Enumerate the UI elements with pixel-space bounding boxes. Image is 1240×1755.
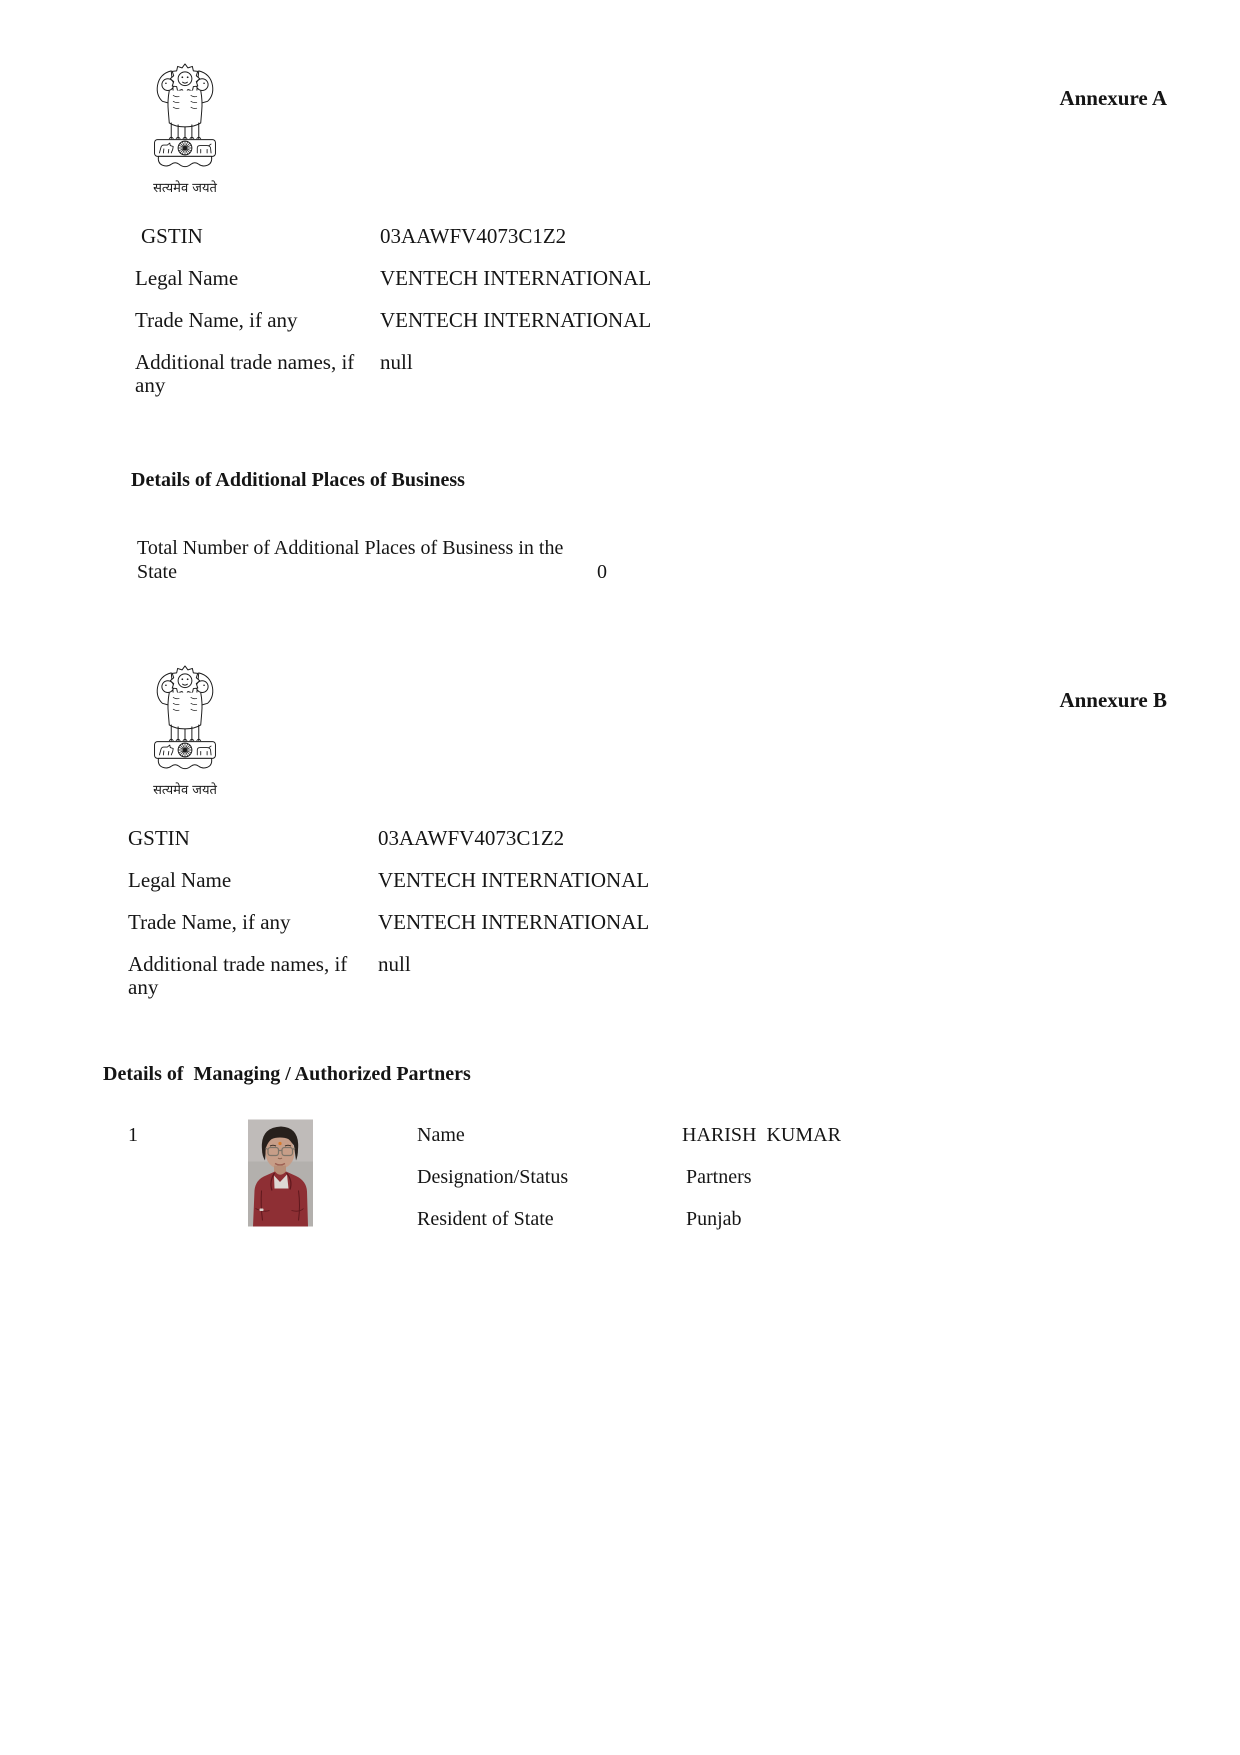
partner-field-label: Name xyxy=(417,1124,465,1146)
ashoka-lion-capital-icon xyxy=(145,62,225,176)
field-value: VENTECH INTERNATIONAL xyxy=(380,308,652,332)
field-row-trade-name xyxy=(128,911,649,934)
partner-portrait-image xyxy=(248,1119,313,1227)
field-row-additional-trade-names xyxy=(128,953,649,999)
field-label: Legal Name xyxy=(135,266,239,290)
partner-photo xyxy=(248,1119,313,1227)
field-value: null xyxy=(378,952,411,976)
partner-field-value: Partners xyxy=(686,1166,752,1188)
partner-field-label: Designation/Status xyxy=(417,1166,569,1188)
field-label: GSTIN xyxy=(141,224,203,248)
field-label: Trade Name, if any xyxy=(128,910,291,934)
field-row-legal-name xyxy=(128,869,649,892)
field-row-additional-trade-names xyxy=(135,351,651,397)
field-label: GSTIN xyxy=(128,826,190,850)
emblem-caption-b: सत्यमेव जयते xyxy=(153,783,217,798)
partner-row-resident-state xyxy=(417,1208,841,1231)
field-value: null xyxy=(380,350,413,374)
field-value: 03AAWFV4073C1Z2 xyxy=(378,826,565,850)
annexure-b-label: Annexure B xyxy=(1059,688,1167,712)
partner-field-value: HARISH KUMAR xyxy=(682,1124,841,1146)
annexure-a-label: Annexure A xyxy=(1059,86,1167,110)
field-value: VENTECH INTERNATIONAL xyxy=(378,868,650,892)
section-heading-partners: Details of Managing / Authorized Partners xyxy=(103,1063,471,1085)
total-places-row xyxy=(137,536,607,584)
field-row-gstin xyxy=(135,225,651,248)
total-places-label: Total Number of Additional Places of Business in the State xyxy=(137,537,564,583)
field-row-legal-name xyxy=(135,267,651,290)
partner-row-name xyxy=(417,1124,841,1147)
partner-serial-number: 1 xyxy=(128,1124,138,1146)
annexure-a-fields xyxy=(135,225,651,397)
annexure-b-fields xyxy=(128,827,649,999)
partner-field-label: Resident of State xyxy=(417,1208,554,1230)
partner-details xyxy=(417,1124,841,1231)
field-label: Trade Name, if any xyxy=(135,308,298,332)
national-emblem-b xyxy=(140,664,230,798)
field-label: Additional trade names, if any xyxy=(135,350,355,397)
field-row-gstin xyxy=(128,827,649,850)
field-row-trade-name xyxy=(135,309,651,332)
field-value: VENTECH INTERNATIONAL xyxy=(380,266,652,290)
field-value: VENTECH INTERNATIONAL xyxy=(378,910,650,934)
partner-row-designation xyxy=(417,1166,841,1189)
partner-field-value: Punjab xyxy=(686,1208,742,1230)
field-label: Legal Name xyxy=(128,868,232,892)
national-emblem-a xyxy=(140,62,230,196)
emblem-caption-a: सत्यमेव जयते xyxy=(153,181,217,196)
section-heading-additional-places: Details of Additional Places of Business xyxy=(131,469,465,491)
ashoka-lion-capital-icon xyxy=(145,664,225,778)
field-value: 03AAWFV4073C1Z2 xyxy=(380,224,567,248)
total-places-value: 0 xyxy=(597,561,607,583)
field-label: Additional trade names, if any xyxy=(128,952,348,999)
